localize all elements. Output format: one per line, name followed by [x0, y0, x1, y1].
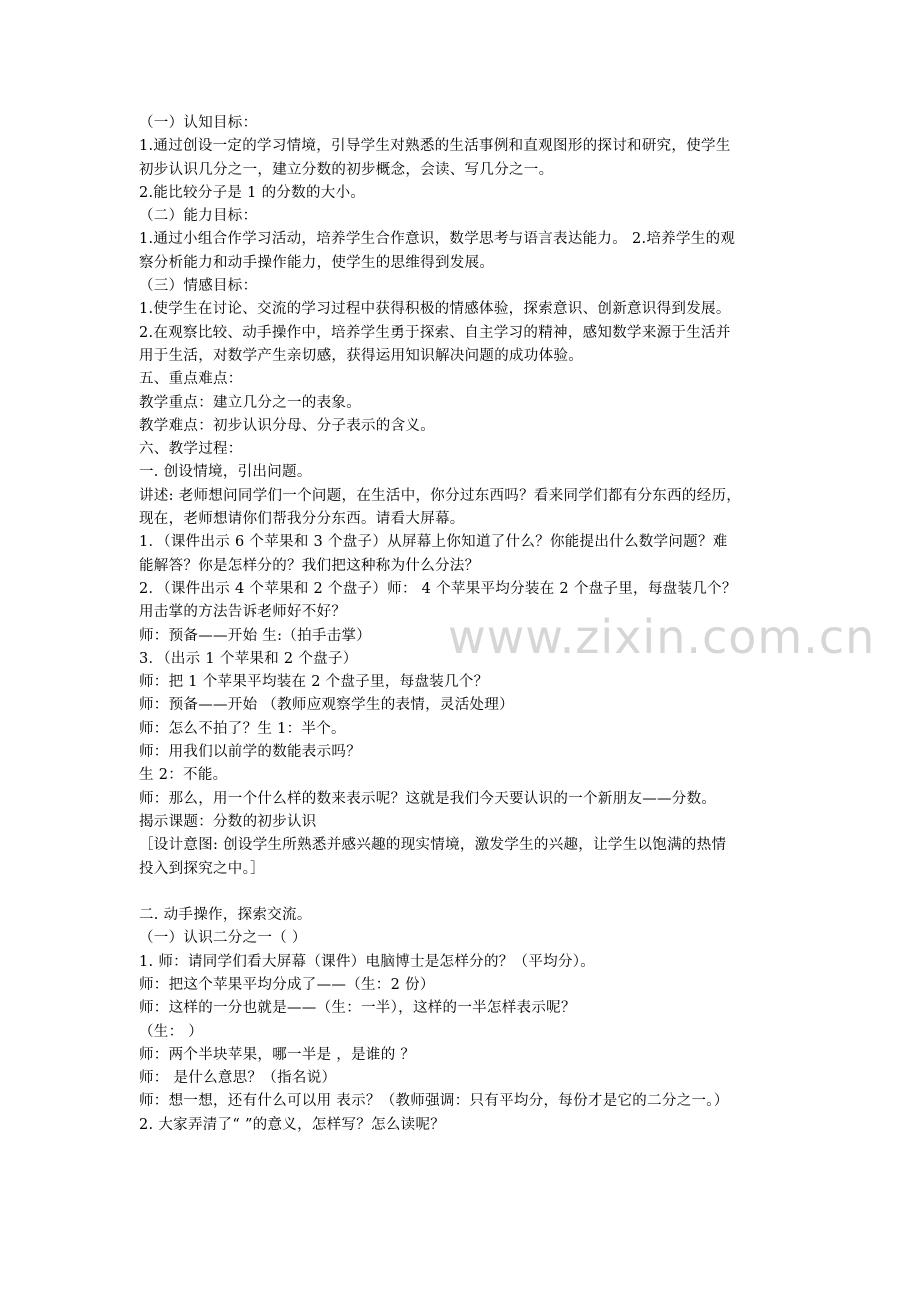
text-line: 投入到探究之中。］	[139, 860, 265, 877]
text-line: 师：怎么不拍了？生 1：半个。	[139, 720, 346, 737]
text-line: 1.通过小组合作学习活动，培养学生合作意识，数学思考与语言表达能力。 2.培养学生的观	[139, 231, 736, 248]
text-line: 讲述: 老师想问同学们一个问题，在生活中，你分过东西吗？看来同学们都有分东西的经历，	[139, 487, 742, 504]
text-line: 一. 创设情境，引出问题。	[139, 464, 312, 481]
text-line: 2．（课件出示 4 个苹果和 2 个盘子）师： 4 个苹果平均分装在 2 个盘子里，每盘装几个？	[139, 580, 737, 597]
text-line: 教学重点：建立几分之一的表象。	[139, 394, 361, 411]
text-line: 师：想一想，还有什么可以用 表示？（教师强调：只有平均分，每份才是它的二分之一。）	[139, 1093, 729, 1110]
text-line: 1. 师：请同学们看大屏幕（课件）电脑博士是怎样分的？（平均分）。	[139, 953, 596, 970]
text-line: 师：两个半块苹果，哪一半是 ，是谁的 ？	[139, 1046, 416, 1063]
text-line: 1.使学生在讨论、交流的学习过程中获得积极的情感体验，探索意识、创新意识得到发展。	[139, 301, 731, 318]
blank-line	[139, 881, 789, 904]
text-line: 察分析能力和动手操作能力，使学生的思维得到发展。	[139, 254, 495, 271]
text-line: 初步认识几分之一，建立分数的初步概念，会读、写几分之一。	[139, 161, 554, 178]
text-line: （一）认知目标：	[139, 115, 258, 131]
text-line: 二. 动手操作，探索交流。	[139, 907, 312, 924]
text-line: 2.能比较分子是 1 的分数的大小。	[139, 184, 366, 201]
text-line: 师：把这个苹果平均分成了——（生：2 份）	[139, 976, 435, 993]
text-line: 现在，老师想请你们帮我分分东西。请看大屏幕。	[139, 511, 465, 528]
text-line: 教学难点：初步认识分母、分子表示的含义。	[139, 417, 435, 434]
text-line: 六、教学过程：	[139, 441, 243, 458]
text-line: 师： 是什么意思？（指名说）	[139, 1070, 337, 1087]
text-line: 用击掌的方法告诉老师好不好？	[139, 604, 347, 621]
text-line: 师：把 1 个苹果平均装在 2 个盘子里，每盘装几个？	[139, 674, 489, 691]
text-line: （二）能力目标：	[139, 208, 258, 225]
text-line: 2. 大家弄清了“ ”的意义，怎样写？怎么读呢？	[139, 1116, 446, 1133]
text-line: （生： ）	[139, 1023, 204, 1040]
watermark: www.zixin.com.cn	[448, 610, 876, 664]
document-body	[139, 112, 789, 1137]
text-line: 1.通过创设一定的学习情境，引导学生对熟悉的生活事例和直观图形的探讨和研究，使学生	[139, 138, 731, 155]
text-line: 生 2：不能。	[139, 767, 228, 784]
text-line: 师：这样的一分也就是——（生：一半），这样的一半怎样表示呢？	[139, 1000, 576, 1017]
text-line: 五、重点难点：	[139, 371, 243, 388]
text-line: 1．（课件出示 6 个苹果和 3 个盘子）从屏幕上你知道了什么？你能提出什么数学问题？难	[139, 534, 728, 551]
text-line: 3．（出示 1 个苹果和 2 个盘子）	[139, 650, 358, 667]
text-line: 用于生活，对数学产生亲切感，获得运用知识解决问题的成功体验。	[139, 347, 583, 364]
text-line: （一）认识二分之一（ ）	[139, 930, 307, 947]
text-line: 能解答？你是怎样分的？我们把这种称为什么分法？	[139, 557, 480, 574]
text-line: 师：那么，用一个什么样的数来表示呢？这就是我们今天要认识的一个新朋友——分数。	[139, 790, 717, 807]
text-line: 揭示课题：分数的初步认识	[139, 813, 317, 830]
text-line: 师：预备——开始 （教师应观察学生的表情，灵活处理）	[139, 697, 514, 714]
text-line: 师：预备——开始 生:（拍手击掌）	[139, 627, 372, 644]
text-line: ［设计意图: 创设学生所熟悉并感兴趣的现实情境，激发学生的兴趣，让学生以饱满的热情	[139, 837, 727, 854]
text-line: （三）情感目标：	[139, 278, 258, 295]
text-line: 2.在观察比较、动手操作中，培养学生勇于探索、自主学习的精神，感知数学来源于生活并	[139, 324, 731, 341]
text-line: 师：用我们以前学的数能表示吗？	[139, 744, 361, 761]
